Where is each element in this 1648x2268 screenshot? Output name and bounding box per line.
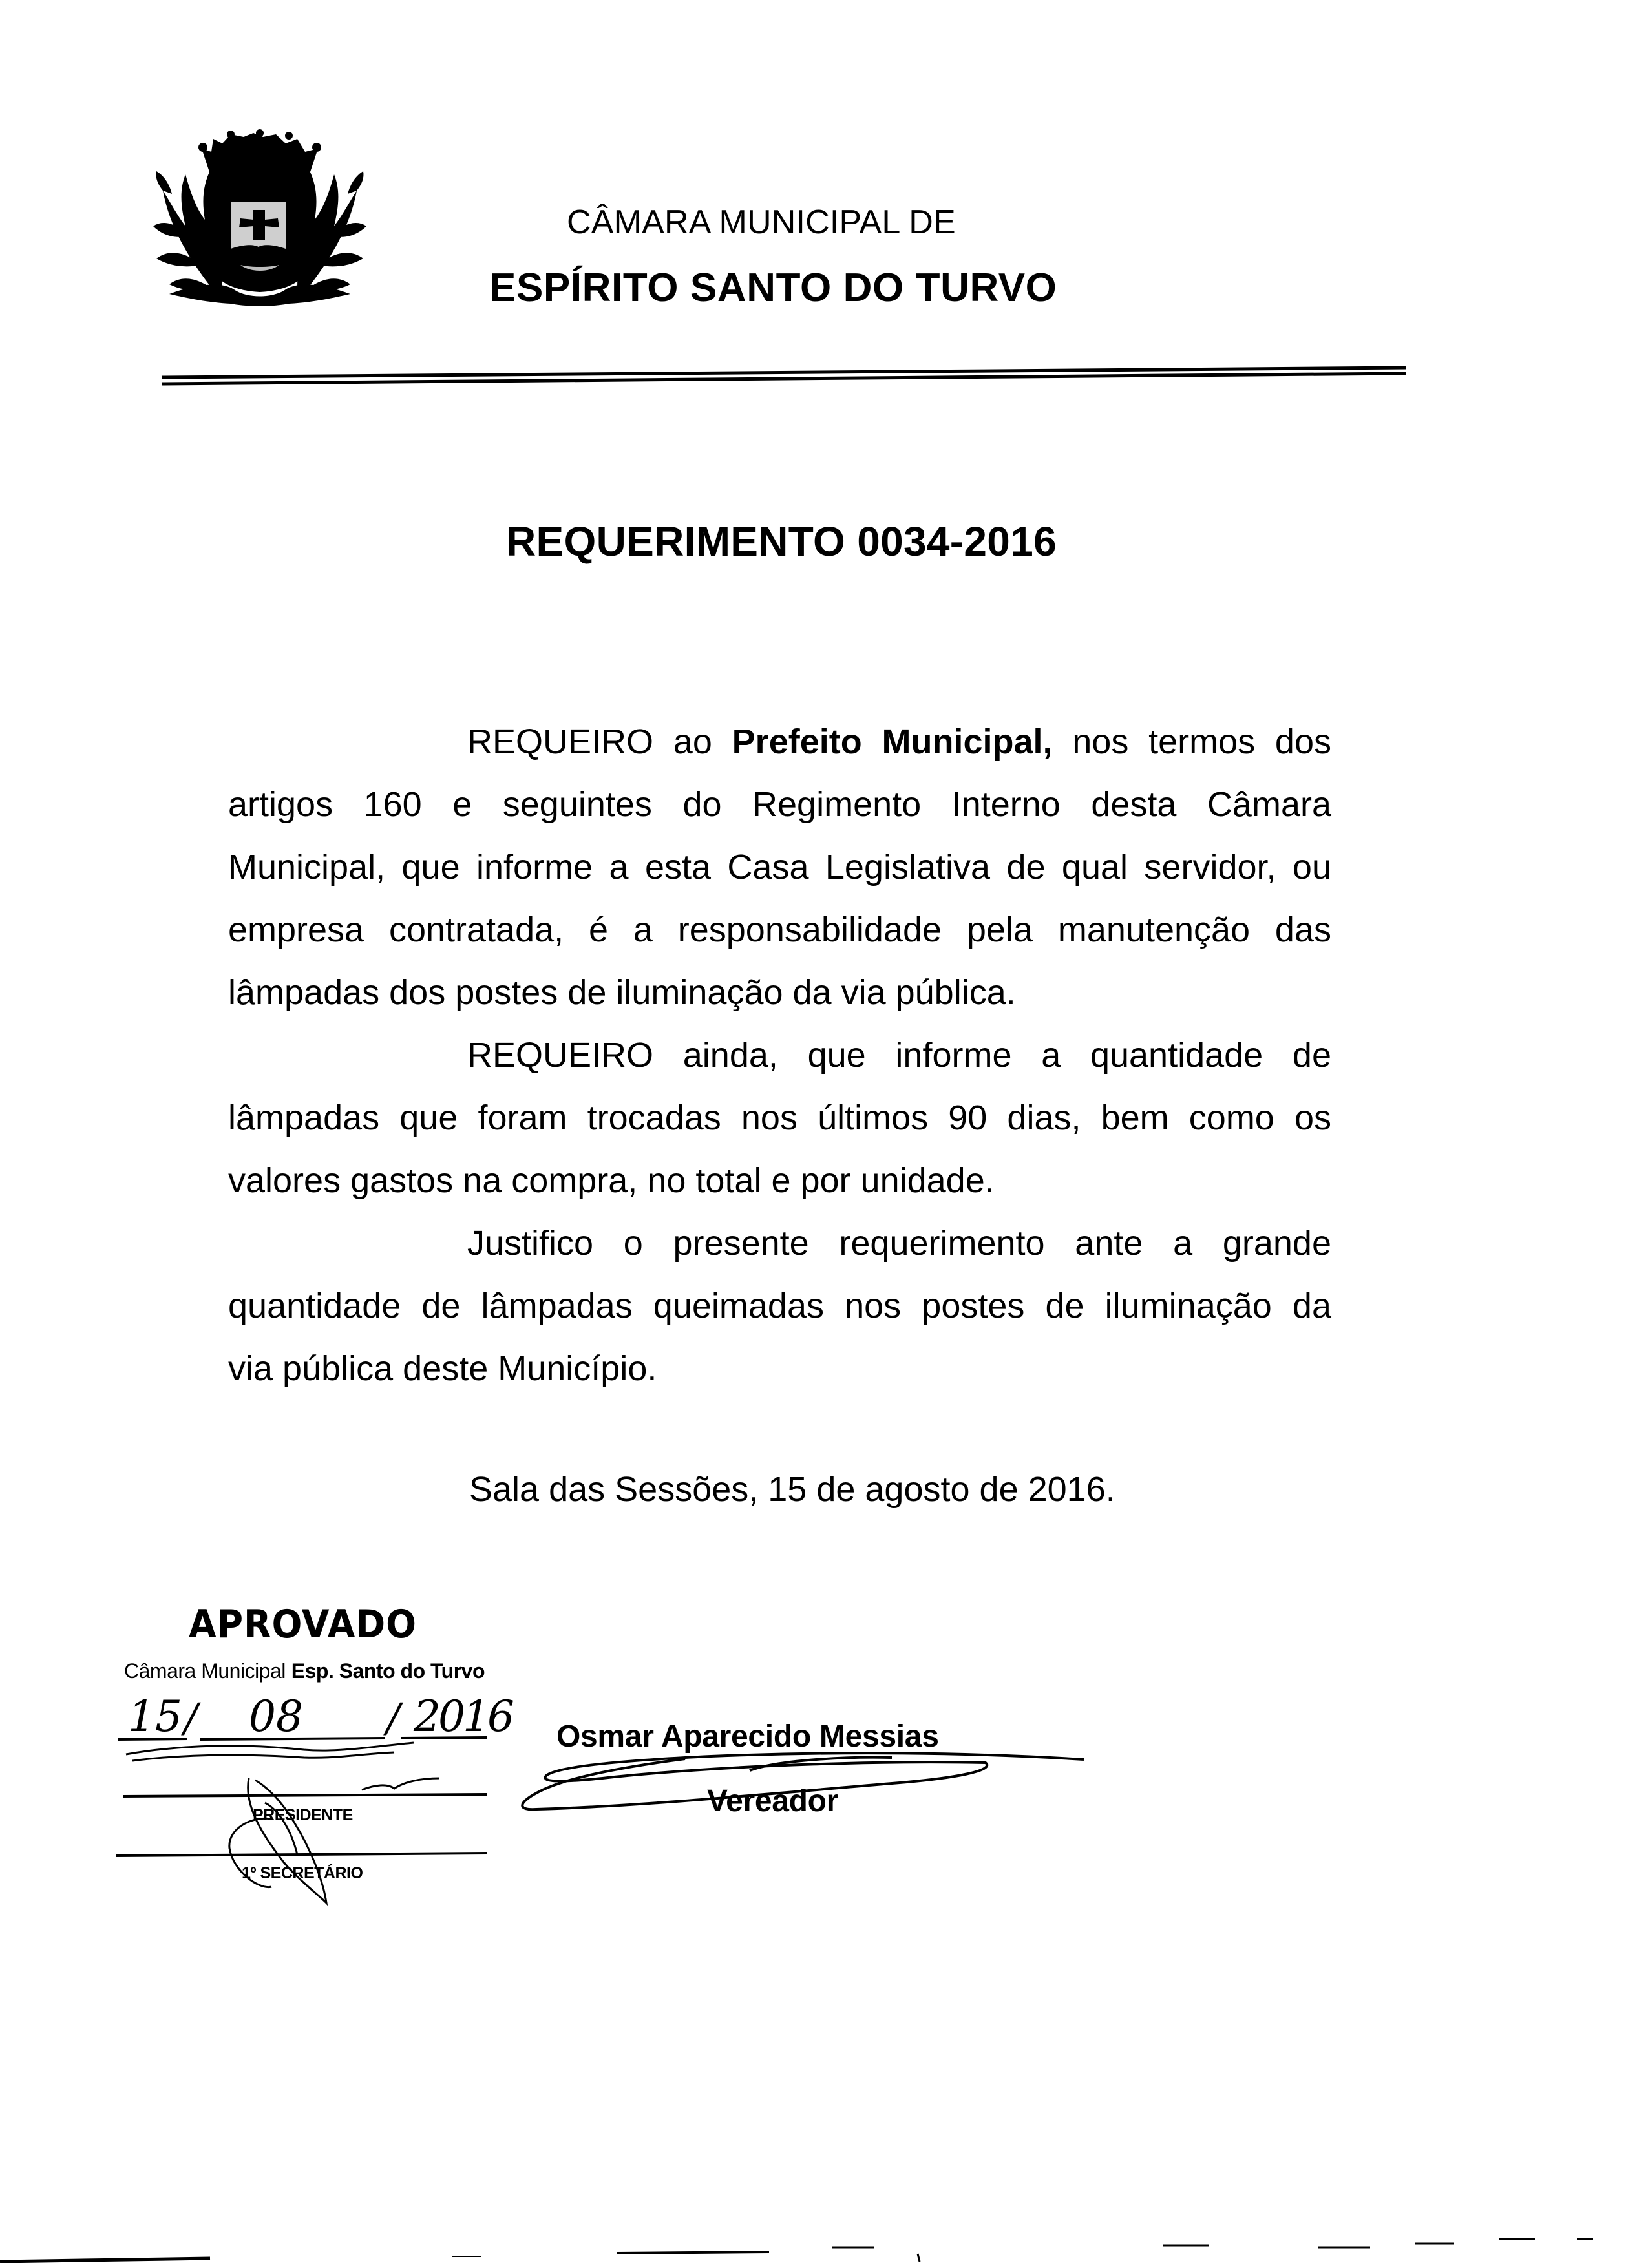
addressee-bold: Prefeito Municipal, — [732, 722, 1053, 761]
paragraph-2 — [228, 1024, 1331, 1212]
chamber-name-line1: CÂMARA MUNICIPAL DE — [567, 204, 956, 241]
paragraph-lead-text: REQUEIRO ao — [467, 722, 732, 761]
header-divider — [162, 368, 1406, 384]
closing-place-date: Sala das Sessões, 15 de agosto de 2016. — [469, 1470, 1115, 1509]
paragraph-line: Municipal, que informe a esta Casa Legislativa de qual servidor, ou — [228, 848, 1331, 887]
paragraph-tail-text: nos termos dos — [1052, 722, 1331, 761]
paragraph-line: quantidade de lâmpadas queimadas nos postes de iluminação da — [228, 1286, 1331, 1325]
stamp-chamber-light: Câmara Municipal — [124, 1659, 286, 1683]
paragraph-line: lâmpadas que foram trocadas nos últimos 90 dias, bem como os — [228, 1098, 1331, 1137]
coat-of-arms-icon — [150, 129, 370, 307]
president-label: PRESIDENTE — [253, 1806, 353, 1824]
document-title: REQUERIMENTO 0034-2016 — [506, 518, 1057, 565]
chamber-name-line2: ESPÍRITO SANTO DO TURVO — [489, 266, 1057, 310]
paragraph-line: REQUEIRO ainda, que informe a quantidade de — [467, 1036, 1331, 1075]
approval-stamp-status: APROVADO — [189, 1602, 417, 1647]
approval-date-month: 08 — [249, 1692, 303, 1741]
footer-scan-artifacts — [0, 2239, 1593, 2262]
date-separator: / — [184, 1694, 198, 1741]
paragraph-line — [228, 711, 1331, 773]
approval-date-day: 15 — [128, 1692, 182, 1741]
secretary-signature-line — [116, 1853, 487, 1856]
stamp-chamber-bold: Esp. Santo do Turvo — [291, 1659, 485, 1683]
paragraph-1 — [228, 711, 1331, 1024]
paragraph-line: valores gastos na compra, no total e por unidade. — [228, 1161, 995, 1200]
approval-date-year: 2016 — [414, 1692, 512, 1741]
signatory-name: Osmar Aparecido Messias — [556, 1719, 939, 1754]
paragraph-line: Justifico o presente requerimento ante a grande — [467, 1224, 1331, 1263]
paragraph-3 — [228, 1212, 1331, 1400]
approval-stamp-chamber — [124, 1661, 485, 1681]
paragraph-line: artigos 160 e seguintes do Regimento Interno desta Câmara — [228, 785, 1331, 824]
president-initials-strokes — [126, 1743, 439, 1790]
secretary-label: 1º SECRETÁRIO — [242, 1864, 363, 1882]
paragraph-line: via pública deste Município. — [228, 1349, 657, 1388]
date-separator: / — [386, 1694, 400, 1741]
mural-crown — [198, 129, 321, 187]
paragraph-line: empresa contratada, é a responsabilidade pela manutenção das — [228, 910, 1331, 949]
president-signature-line — [123, 1794, 487, 1796]
paragraph-line: lâmpadas dos postes de iluminação da via pública. — [228, 973, 1016, 1012]
signatory-role: Vereador — [707, 1784, 839, 1818]
secretary-signature-strokes — [229, 1778, 326, 1903]
document-body — [228, 711, 1331, 1400]
